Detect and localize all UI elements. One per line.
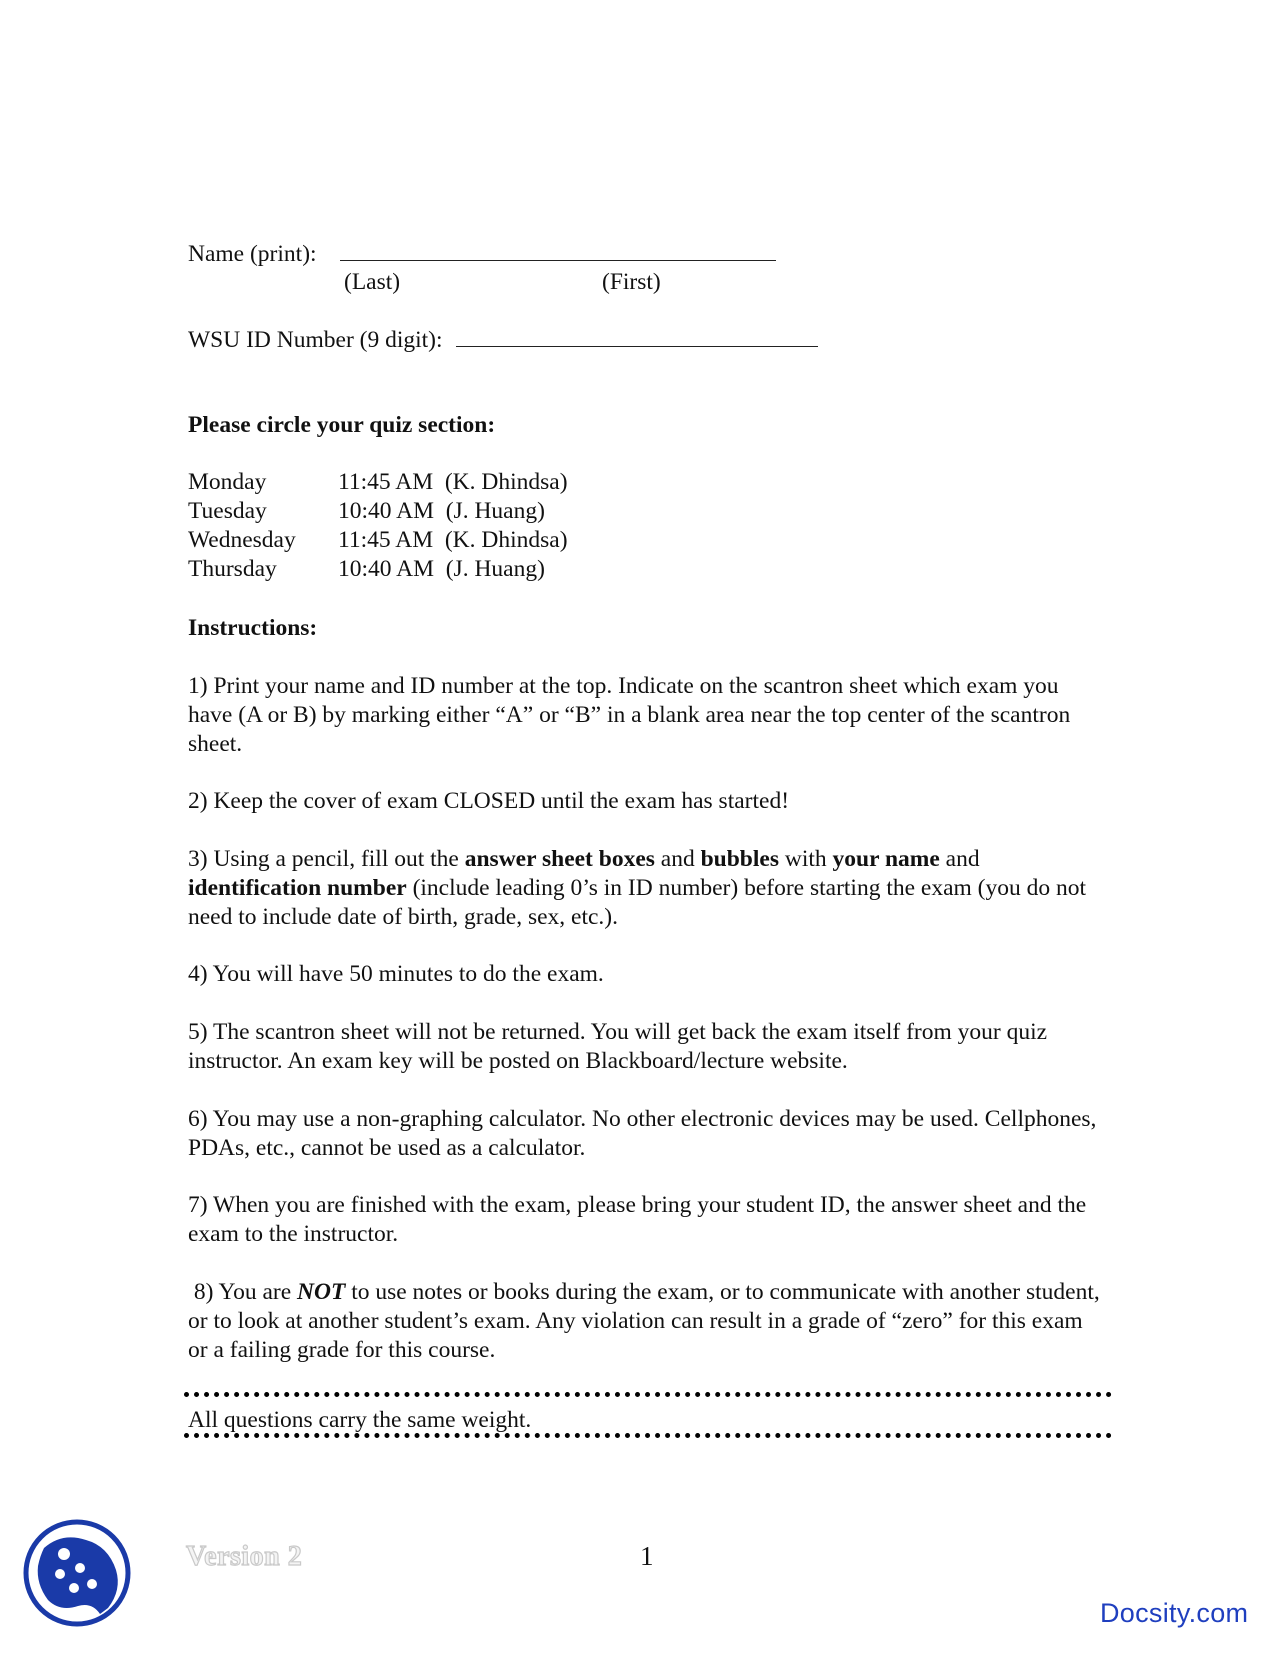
- quiz-row-wednesday[interactable]: [188, 526, 788, 555]
- instruction-6: 6) You may use a non-graphing calculator. No other electronic devices may be used. Cellphones, PDAs, etc., cannot be used as a calculator.: [188, 1106, 1097, 1161]
- quiz-time: 11:45 AM (K. Dhindsa): [338, 527, 568, 553]
- instruction-2: 2) Keep the cover of exam CLOSED until the exam has started!: [188, 788, 790, 814]
- quiz-day: Monday: [188, 469, 267, 495]
- page-number: 1: [640, 1541, 654, 1571]
- instructions-heading: Instructions:: [188, 615, 318, 641]
- instruction-1: 1) Print your name and ID number at the top. Indicate on the scantron sheet which exam you have (A or B) by marking either “A” or “B” in a blank area near the top center of the scantron sheet.: [188, 673, 1071, 757]
- instruction-7: 7) When you are finished with the exam, please bring your student ID, the answer sheet and the exam to the instructor.: [188, 1192, 1087, 1247]
- dotted-divider-bottom: [184, 1433, 1112, 1438]
- id-row: [188, 326, 818, 355]
- quiz-day: Thursday: [188, 556, 277, 582]
- instruction-5: 5) The scantron sheet will not be returned. You will get back the exam itself from your quiz instructor. An exam key will be posted on Blackboard/lecture website.: [188, 1019, 1048, 1074]
- quiz-time: 10:40 AM (J. Huang): [338, 498, 545, 524]
- quiz-row-tuesday[interactable]: [188, 497, 788, 526]
- quiz-day: Wednesday: [188, 527, 296, 553]
- version-watermark: Version 2: [186, 1541, 303, 1572]
- quiz-day: Tuesday: [188, 498, 267, 524]
- name-blank[interactable]: [340, 240, 776, 261]
- instruction-3: 3) Using a pencil, fill out the answer sheet boxes and bubbles with your name and identification number (include leading 0’s in ID number) before starting the exam (you do not need to include date of birth, grade, sex, etc.).: [188, 846, 1087, 930]
- quiz-row-thursday[interactable]: [188, 555, 788, 584]
- id-blank[interactable]: [456, 326, 818, 347]
- last-label: (Last): [344, 269, 401, 295]
- docsity-logo-icon: [22, 1518, 132, 1628]
- first-label: (First): [602, 269, 661, 295]
- dotted-divider-top: [184, 1392, 1112, 1397]
- quiz-time: 11:45 AM (K. Dhindsa): [338, 469, 568, 495]
- quiz-section-heading: Please circle your quiz section:: [188, 412, 496, 438]
- quiz-time: 10:40 AM (J. Huang): [338, 556, 545, 582]
- id-label: WSU ID Number (9 digit):: [188, 327, 443, 353]
- instruction-4: 4) You will have 50 minutes to do the exam.: [188, 961, 604, 987]
- instruction-8: 8) You are NOT to use notes or books during the exam, or to communicate with another student, or to look at another student’s exam. Any violation can result in a grade of “zero” for this exam or a failing grade for this course.: [188, 1279, 1106, 1363]
- name-row: [188, 240, 776, 269]
- weight-note: All questions carry the same weight.: [188, 1407, 532, 1433]
- quiz-row-monday[interactable]: [188, 468, 788, 497]
- docsity-brand-link[interactable]: Docsity.com: [1100, 1598, 1249, 1628]
- name-label: Name (print):: [188, 241, 317, 267]
